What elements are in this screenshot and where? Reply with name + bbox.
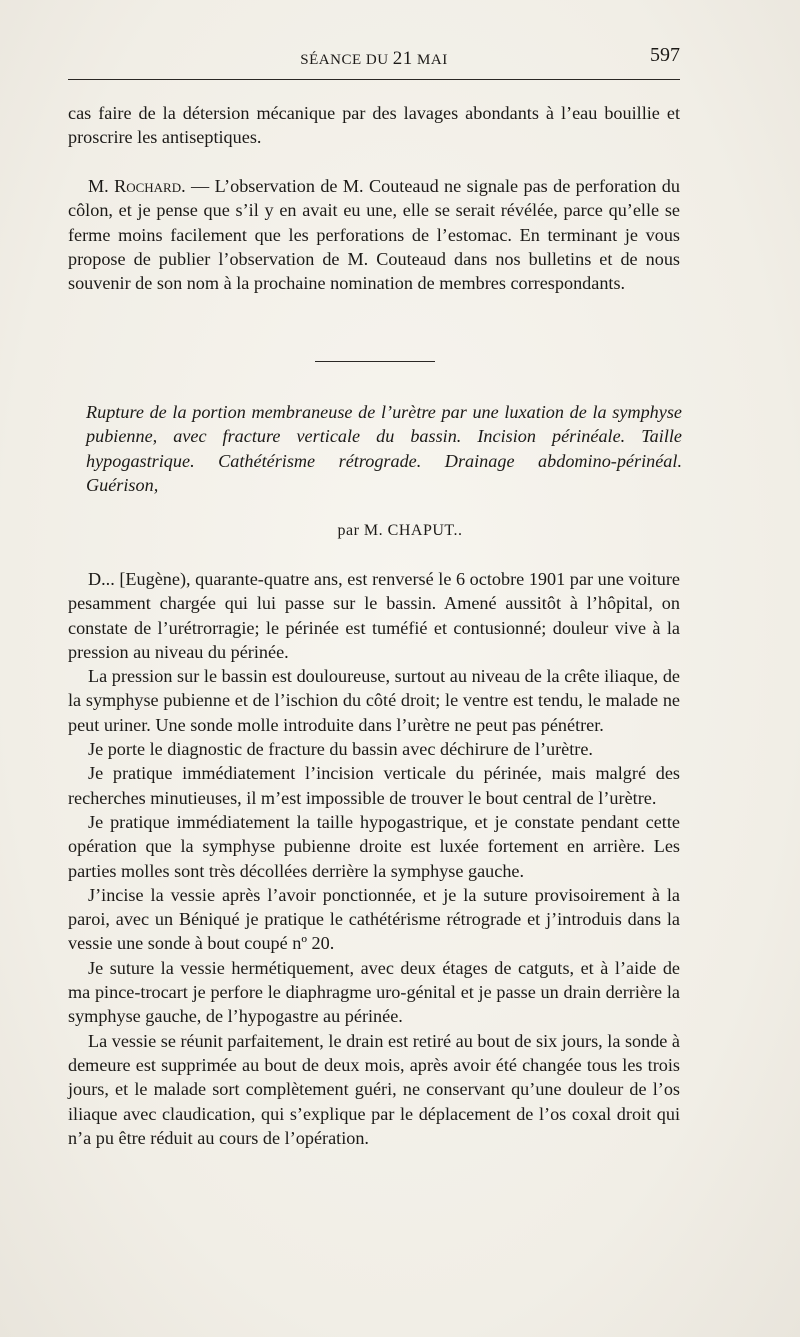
body-paragraph: La pression sur le bassin est douloureuse, surtout au niveau de la crête iliaque, de la symphyse pubienne et de l’ischion du côté droit; le ventre est tendu, le malade ne peut uriner. Une sonde molle introduite dans l’urètre ne peut pas pénétrer. (68, 666, 680, 735)
rochard-statement: . — L’observation de M. Couteaud ne signale pas de perforation du côlon, et je pense que s’il y en avait eu une, elle se serait révélée, parce qu’elle se ferme moins facilement que les perforations de l’estomac. En terminant je vous propose de publier l’observation de M. Couteaud dans nos bulletins et de nous souvenir de son nom à la prochaine nomination de membres correspondants. (68, 176, 680, 294)
body-paragraph: La vessie se réunit parfaitement, le drain est retiré au bout de six jours, la sonde à demeure est supprimée au bout de deux mois, après avoir été changée tous les trois jours, et le malade sort complètement guéri, ne conservant qu’une douleur de l’os iliaque avec claudication, qui s’explique par le déplacement de l’os coxal droit qui n’a pu être réduit au cours de l’opération. (68, 1030, 680, 1148)
body-paragraph: Je pratique immédiatement la taille hypogastrique, et je constate pendant cette opération que la symphyse pubienne droite est luxée fortement en arrière. Les parties molles sont très décollées derrière la symphyse gauche. (68, 811, 680, 881)
header-title (68, 48, 680, 70)
page-number: 597 (650, 44, 680, 66)
body-paragraph: D... [Eugène), quarante-quatre ans, est renversé le 6 octobre 1901 par une voiture pesamment chargée qui lui passe sur le bassin. Amené aussitôt à l’hôpital, on constate de l’urétrorragie; le périnée est tuméfié et contusionné; douleur vive à la pression au niveau du périnée. (68, 569, 680, 662)
article-title-text: Rupture de la portion membraneuse de l’urètre par une luxation de la symphyse pubienne, avec fracture verticale du bassin. Incision périnéale. Taille hypogastrique. Cathétérisme rétrograde. Drainage abdomino-périnéal. Guérison, (86, 402, 682, 495)
body-paragraph: Je suture la vessie hermétiquement, avec deux étages de catguts, et à l’aide de ma pince-trocart je perfore le diaphragme uro-génital et je passe un drain derrière la symphyse gauche, de l’hypogastre au périnée. (68, 957, 680, 1027)
header-month: MAI (417, 52, 448, 68)
header-title-words: SÉANCE DU (300, 52, 389, 68)
speaker-name: Rochard (114, 176, 182, 196)
article-body (68, 567, 680, 1150)
header-day: 21 (392, 48, 413, 69)
body-paragraph: Je pratique immédiatement l’incision verticale du périnée, mais malgré des recherches minutieuses, il m’est impossible de trouver le bout central de l’urètre. (68, 763, 680, 808)
running-header (68, 44, 680, 70)
article-title (86, 400, 682, 497)
header-rule (68, 79, 680, 80)
rochard-text (68, 174, 680, 295)
article-author (0, 522, 800, 540)
author-text: par M. CHAPUT.. (337, 522, 463, 539)
speaker-prefix: M. (88, 176, 115, 196)
intro-paragraph (68, 101, 680, 150)
intro-text: cas faire de la détersion mécanique par des lavages abondants à l’eau bouillie et proscrire les antiseptiques. (68, 103, 680, 148)
rochard-paragraph (68, 174, 680, 295)
body-paragraph: Je porte le diagnostic de fracture du bassin avec déchirure de l’urètre. (88, 739, 593, 760)
section-separator (315, 361, 435, 362)
body-paragraph: J’incise la vessie après l’avoir ponctionnée, et je la suture provisoirement à la paroi, avec un Béniqué je pratique le cathétérisme rétrograde et j’introduis dans la vessie une sonde à bout coupé nº 20. (68, 884, 680, 954)
